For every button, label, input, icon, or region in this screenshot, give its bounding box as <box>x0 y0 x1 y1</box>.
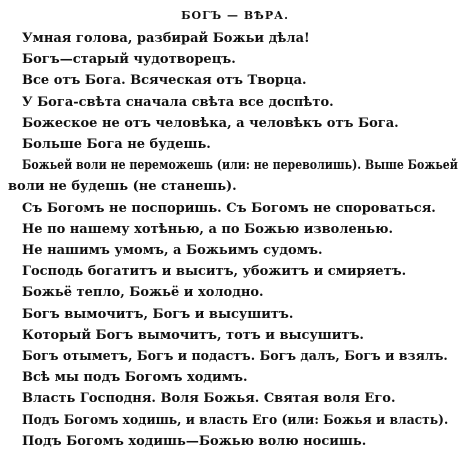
proverb-line: Божеское не отъ человѣка, а человѣкъ отъ Бога. <box>22 115 399 131</box>
proverb-line: Больше Бога не будешь. <box>22 137 211 152</box>
proverb-line: Который Богъ вымочитъ, тотъ и высушитъ. <box>22 327 364 343</box>
proverb-line: У Бога-свѣта сначала свѣта все доспѣто. <box>22 94 334 110</box>
section-heading: БОГЪ — ВѢРА. <box>181 9 289 22</box>
proverb-line: Власть Господня. Воля Божья. Святая воля Его. <box>22 391 396 407</box>
proverb-line: Съ Богомъ не поспоришь. Съ Богомъ не спороваться. <box>22 200 436 216</box>
proverb-line: Подъ Богомъ ходишь—Божью волю носишь. <box>22 433 367 449</box>
proverb-line: Не нашимъ умомъ, а Божьимъ судомъ. <box>22 243 323 258</box>
proverb-line: Богъ отыметъ, Богъ и подастъ. Богъ далъ, Богъ и взялъ. <box>22 349 448 364</box>
proverb-line: Умная голова, разбирай Божьи дѣла! <box>22 31 310 46</box>
proverb-line: Господь богатитъ и выситъ, убожитъ и смиряетъ. <box>22 264 407 280</box>
proverb-line: Все отъ Бога. Всяческая отъ Творца. <box>22 73 307 89</box>
proverb-line: Всѣ мы подъ Богомъ ходимъ. <box>22 370 248 386</box>
proverb-line: Богъ вымочитъ, Богъ и высушитъ. <box>22 306 294 322</box>
proverb-line: Подъ Богомъ ходишь, и власть Его (или: Божья и власть). <box>22 412 449 428</box>
proverb-line: Божьей воли не переможешь (или: не переволишь). Выше Божьей <box>22 158 458 174</box>
proverb-line: Божьё тепло, Божьё и холодно. <box>22 285 264 301</box>
proverb-line: Богъ—старый чудотворецъ. <box>22 52 236 68</box>
proverb-line: Не по нашему хотѣнью, а по Божью изволенью. <box>22 221 393 237</box>
proverb-line: воли не будешь (не станешь). <box>8 179 237 195</box>
